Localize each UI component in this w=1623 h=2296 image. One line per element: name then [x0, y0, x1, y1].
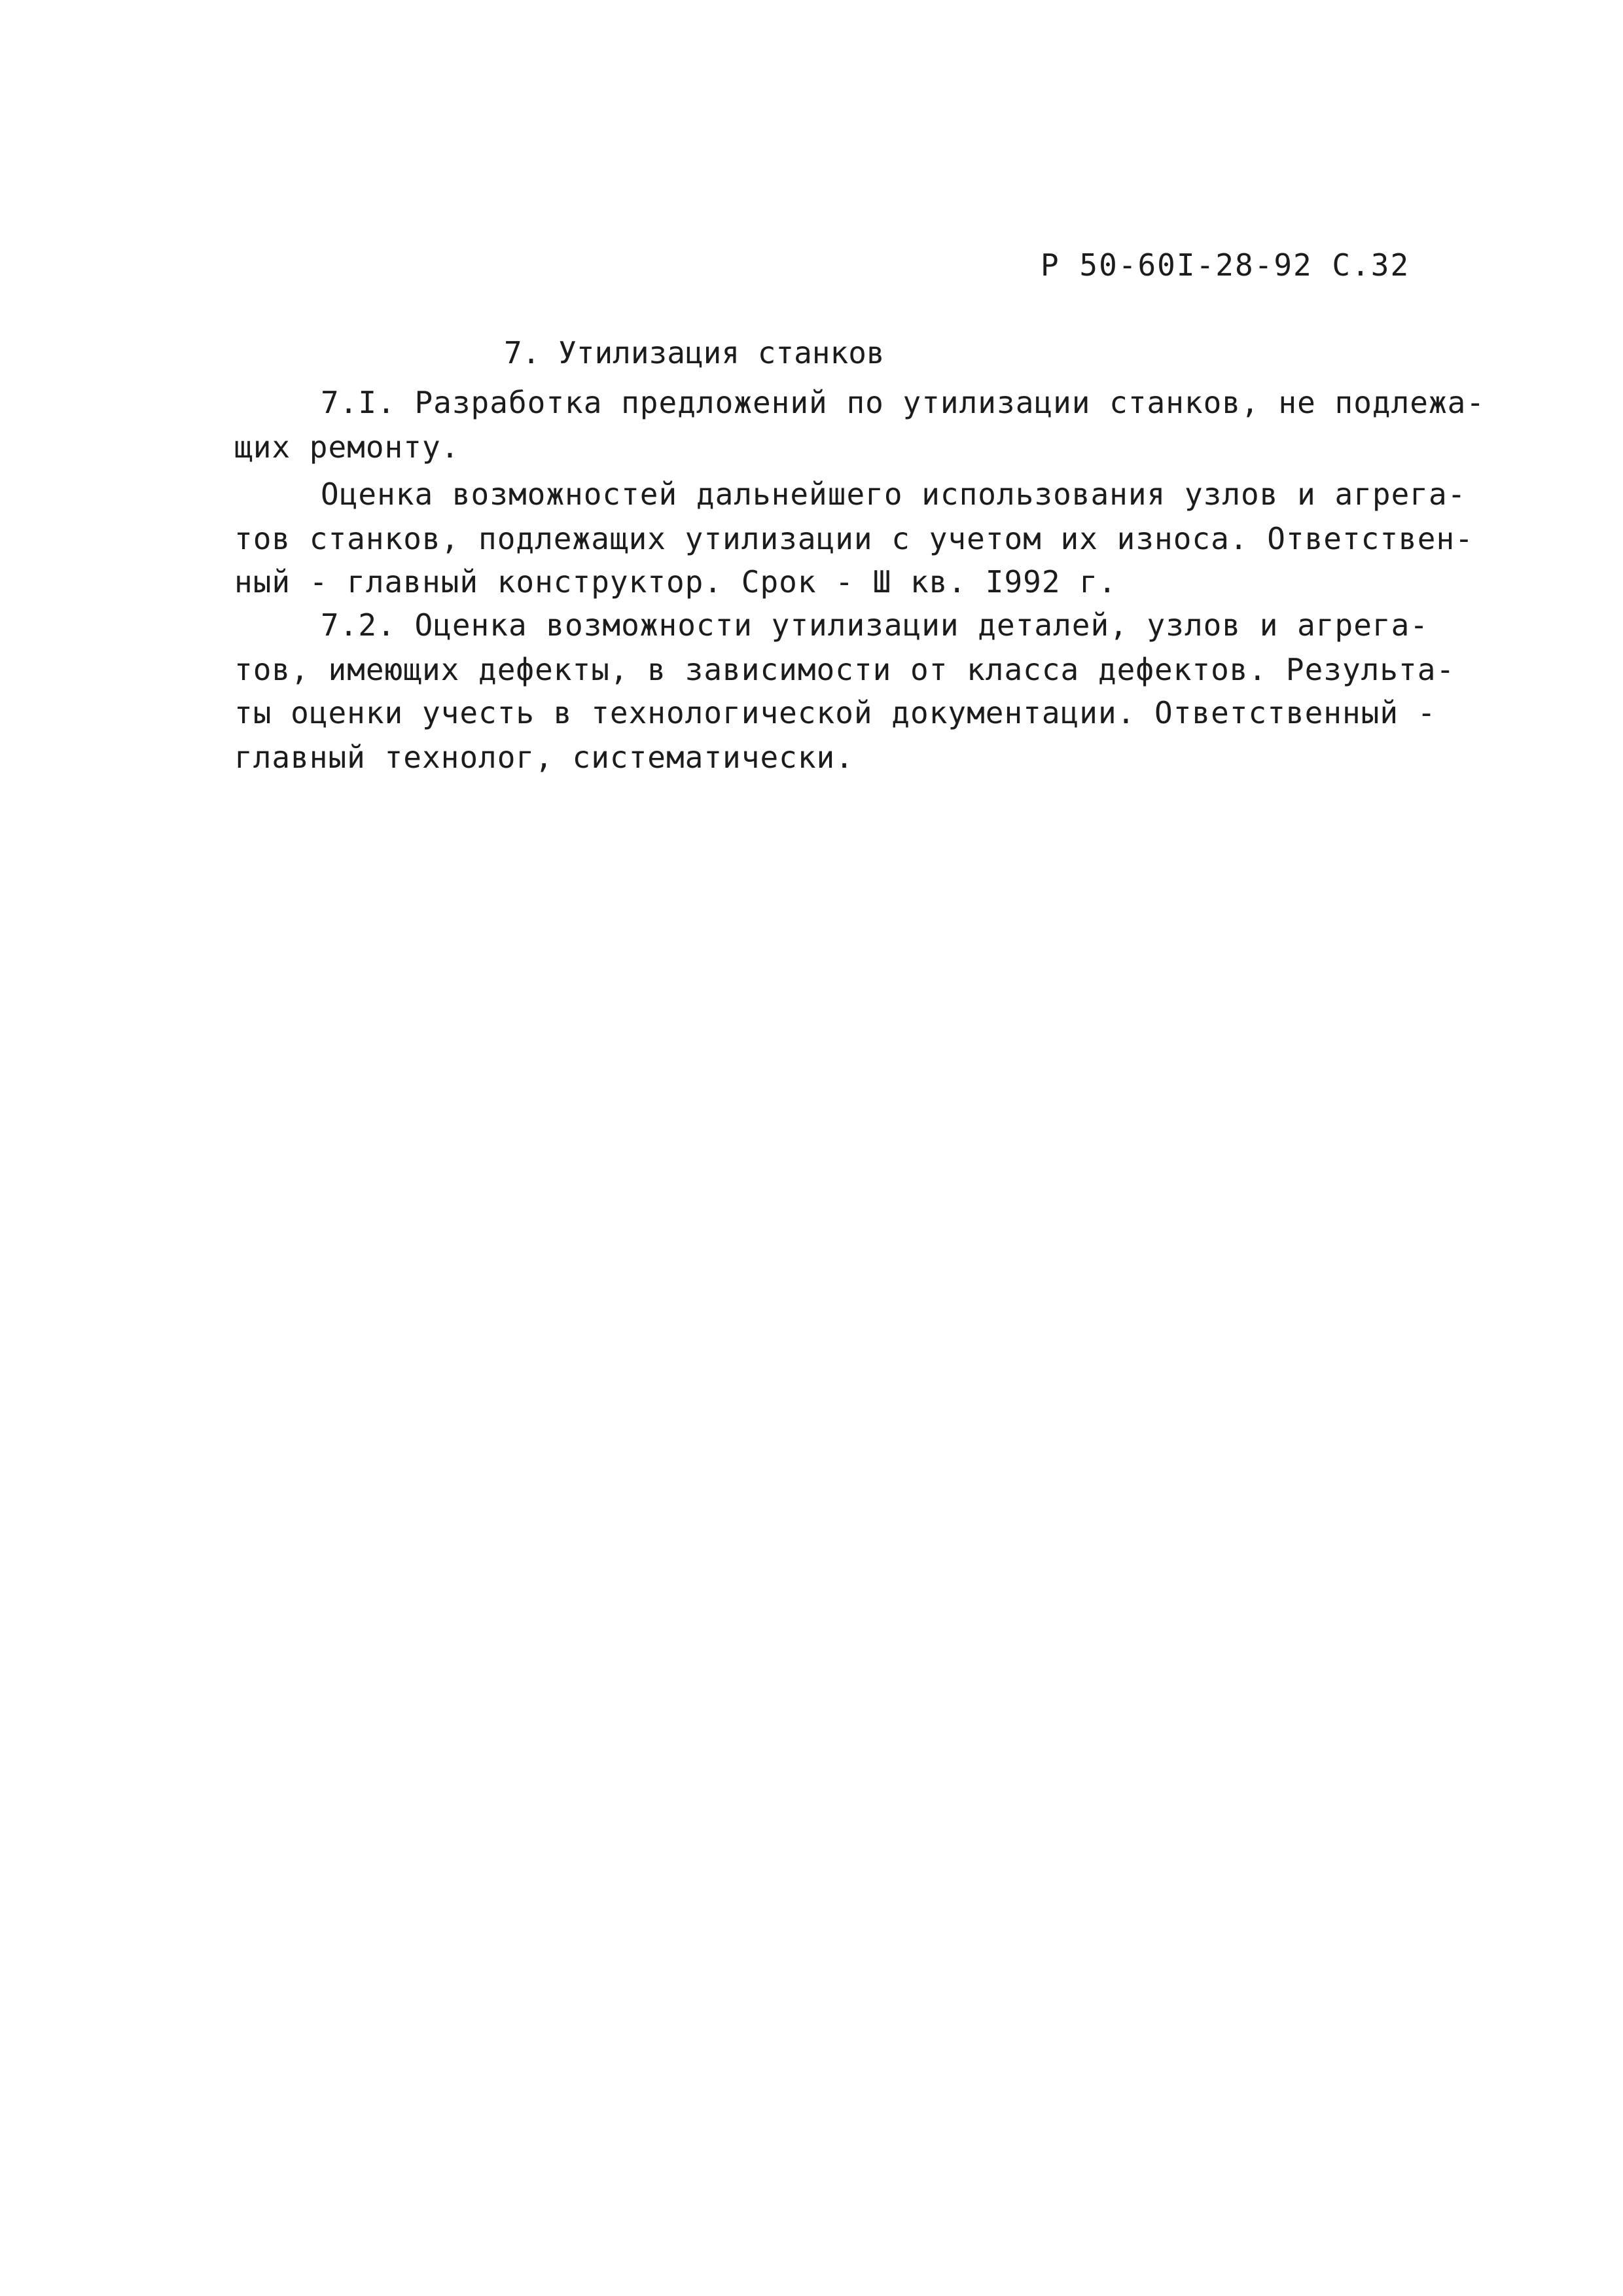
section-title: 7. Утилизация станков [504, 335, 885, 370]
paragraph-line: тов станков, подлежащих утилизации с учетом их износа. Ответствен- [234, 521, 1474, 556]
document-header: Р 50-60I-28-92 С.32 [1041, 247, 1410, 283]
paragraph-line: щих ремонту. [234, 429, 460, 465]
paragraph-line: ный - главный конструктор. Срок - Ш кв. I992 г. [234, 564, 1117, 600]
paragraph-line: тов, имеющих дефекты, в зависимости от класса дефектов. Результа- [234, 652, 1455, 687]
paragraph-line: 7.2. Оценка возможности утилизации деталей, узлов и агрега- [321, 607, 1429, 643]
paragraph-line: 7.I. Разработка предложений по утилизации станков, не подлежа- [321, 385, 1486, 420]
paragraph-line: главный технолог, систематически. [234, 740, 854, 775]
paragraph-line: ты оценки учесть в технологической документации. Ответственный - [234, 695, 1436, 730]
paragraph-line: Оценка возможностей дальнейшего использования узлов и агрега- [321, 476, 1467, 512]
